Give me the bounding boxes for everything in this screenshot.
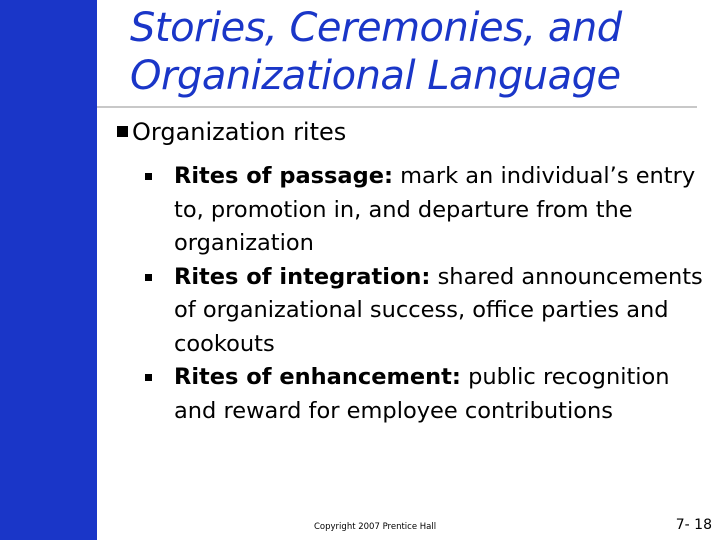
rites-list — [145, 160, 715, 428]
copyright-notice: Copyright 2007 Prentice Hall — [314, 522, 437, 532]
rite-term: Rites of integration: — [174, 263, 431, 290]
slide-title — [130, 4, 710, 100]
list-item — [145, 261, 715, 362]
list-item — [145, 160, 715, 261]
square-bullet-icon — [145, 173, 152, 180]
rite-term: Rites of enhancement: — [174, 364, 461, 390]
square-bullet-icon — [117, 126, 128, 137]
rite-description: shared announcements of organizational success, office parties and cookouts — [174, 263, 703, 357]
title-line-1: Stories, Ceremonies, and — [130, 5, 622, 51]
rite-description: mark an individual’s entry to, promotion in, and departure from the organization — [174, 163, 696, 256]
title-divider — [97, 106, 697, 108]
list-item — [145, 361, 715, 428]
level1-bullet-item — [117, 116, 707, 148]
rite-description: public recognition and reward for employee contributions — [174, 364, 670, 424]
left-accent-bar — [0, 0, 97, 540]
rite-term: Rites of passage: — [174, 163, 393, 189]
page-number: 7- 18 — [675, 517, 712, 533]
square-bullet-icon — [145, 274, 152, 281]
level1-bullet-text: Organization rites — [132, 118, 347, 146]
square-bullet-icon — [145, 374, 152, 381]
title-line-2: Organizational Language — [130, 53, 621, 99]
